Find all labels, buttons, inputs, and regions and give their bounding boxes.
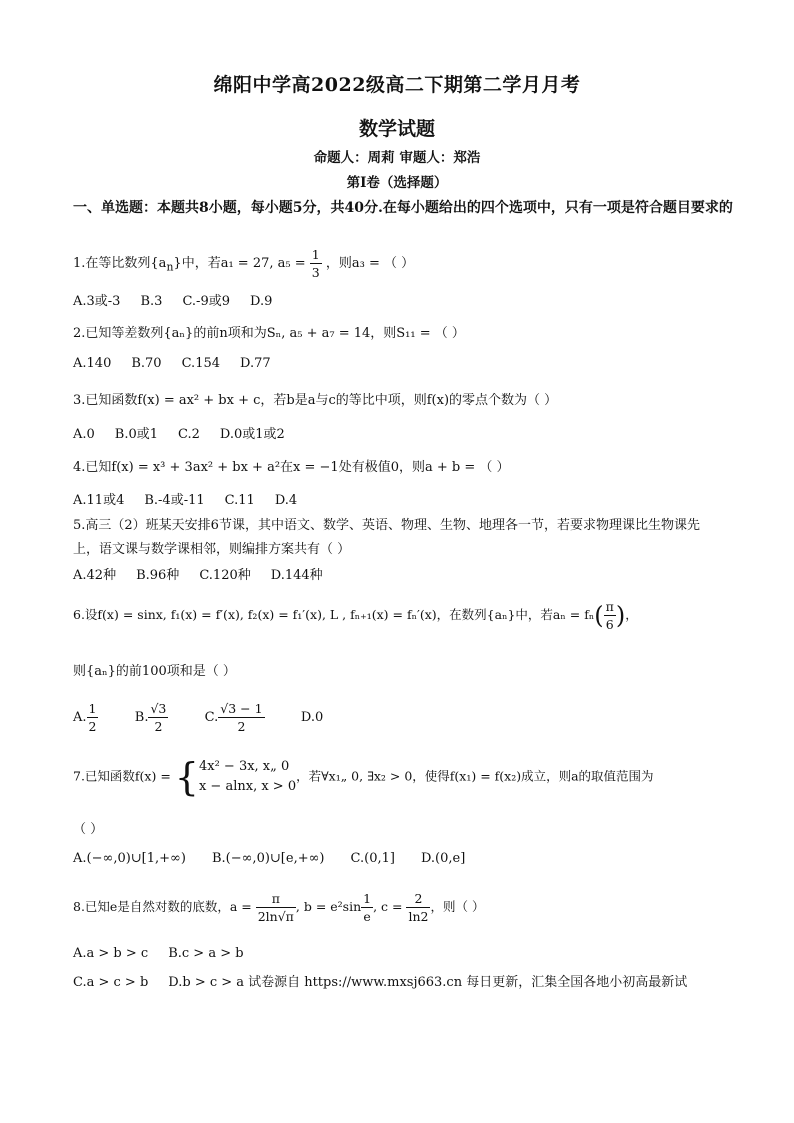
q6-option-b[interactable]: B. $\frac{√3}{2}$	[134, 701, 167, 734]
q8-mid2: , c =	[373, 899, 407, 914]
question-5-line-1: 5.高三（2）班某天安排6节课，其中语文、数学、英语、物理、生物、地理各一节，若要求物理课比生物课先	[73, 518, 700, 533]
q1-post: ，则a₃ = （ ）	[325, 256, 415, 271]
question-5-line-2: 上，语文课与数学课相邻，则编排方案共有（ ）	[73, 542, 351, 557]
q6-options	[73, 700, 323, 735]
q3-option-d[interactable]: D.0或1或2	[219, 427, 285, 442]
question-8	[73, 890, 484, 925]
q4-option-a[interactable]: A.11或4	[73, 493, 125, 508]
question-7	[73, 757, 654, 797]
q7-option-b[interactable]: B.(−∞,0)∪[e,+∞)	[211, 851, 325, 866]
q8-option-c[interactable]: C.a > c > b	[73, 975, 149, 990]
q1-sub: n	[166, 260, 174, 274]
q1-fraction: $\frac{1}{3}$	[311, 247, 320, 280]
q8-option-d[interactable]: D.b > c > a	[168, 975, 245, 990]
q8-post: ，则（ ）	[430, 899, 485, 914]
q6-option-a[interactable]: A. $\frac{1}{2}$	[73, 701, 97, 734]
q1-options	[73, 290, 292, 309]
q3-option-c[interactable]: C.2	[178, 427, 200, 442]
q3-option-b[interactable]: B.0或1	[114, 427, 159, 442]
q4-option-b[interactable]: B.-4或-11	[144, 493, 205, 508]
q7-pre: 7.已知函数f(x) =	[73, 768, 175, 784]
source-footer: 试卷源自 https://www.mxsj663.cn 每日更新，汇集全国各地小初高最新试	[248, 975, 688, 990]
q1-option-d[interactable]: D.9	[250, 294, 273, 309]
q8-pre: 8.已知e是自然对数的底数，a =	[73, 899, 256, 914]
q8-options-row-1	[73, 946, 264, 961]
q1-option-a[interactable]: A.3或-3	[73, 294, 121, 309]
q6-pre: 6.设f(x) = sinx, f₁(x) = f′(x), f₂(x) = f₁′(x), L , fₙ₊₁(x) = fₙ′(x)，在数列{aₙ}中，若aₙ = fₙ	[73, 607, 595, 622]
q6-option-c[interactable]: C. $\frac{√3 - 1}{2}$	[204, 701, 263, 734]
q1-option-b[interactable]: B.3	[140, 294, 163, 309]
q2-option-c[interactable]: C.154	[181, 356, 221, 371]
q2-option-b[interactable]: B.70	[131, 356, 162, 371]
q2-option-a[interactable]: A.140	[73, 356, 112, 371]
q8-option-b[interactable]: B.c > a > b	[168, 946, 244, 961]
q7-option-d[interactable]: D.(0,e]	[420, 851, 466, 866]
q8-frac-b: $\frac{1}{e}$	[363, 891, 372, 924]
q5-option-c[interactable]: C.120种	[199, 568, 251, 583]
q3-option-a[interactable]: A.0	[73, 427, 95, 442]
q5-option-b[interactable]: B.96种	[136, 568, 180, 583]
question-3: 3.已知函数f(x) = ax² + bx + c，若b是a与c的等比中项，则f(x)的零点个数为（ ）	[73, 393, 558, 408]
q3-options	[73, 423, 305, 442]
question-4: 4.已知f(x) = x³ + 3ax² + bx + a²在x = −1处有极值0，则a + b = （ ）	[73, 460, 510, 475]
q2-options	[73, 356, 291, 371]
q7-option-c[interactable]: C.(0,1]	[350, 851, 395, 866]
q1-cond: ₁ = 27, a₅ =	[228, 256, 310, 271]
q8-mid: , b = e²sin	[295, 899, 362, 914]
q7-options	[73, 851, 491, 866]
q5-option-a[interactable]: A.42种	[73, 568, 117, 583]
q7-post: ，若∀x₁„ 0, ∃x₂ > 0，使得f(x₁) = f(x₂)成立，则a的取值范围为	[296, 768, 654, 784]
q5-options	[73, 564, 343, 583]
question-7-line-2: （ ）	[73, 822, 104, 837]
q8-frac-c: $\frac{2}{\ln 2}$	[408, 891, 429, 924]
q7-option-a[interactable]: A.(−∞,0)∪[1,+∞)	[73, 851, 186, 866]
q2-option-d[interactable]: D.77	[240, 356, 271, 371]
q1-option-c[interactable]: C.-9或9	[182, 294, 230, 309]
q6-option-d[interactable]: D.0	[300, 710, 324, 725]
question-6: 6.设f(x) = sinx, f₁(x) = f′(x), f₂(x) = f₁′(x), L , fₙ₊₁(x) = fₙ′(x)，在数列{aₙ}中，若aₙ = fₙ( $\frac{\pi}{6}$ )，	[73, 599, 638, 632]
q7-brace: {	[174, 755, 199, 799]
question-2: 2.已知等差数列{aₙ}的前n项和为Sₙ, a₅ + a₇ = 14，则S₁₁ = （ ）	[73, 326, 465, 341]
q6-post: ，	[625, 607, 638, 622]
q4-options	[73, 489, 317, 508]
q8-options-row-2	[73, 971, 707, 990]
q5-option-d[interactable]: D.144种	[270, 568, 323, 583]
q6-fraction: $\frac{\pi}{6}$	[605, 599, 614, 632]
exam-subtitle: 数学试题	[358, 118, 435, 140]
q7-pieces: 4x² − 3x, x„ 0 x − alnx, x > 0	[198, 759, 297, 794]
question-1	[73, 246, 414, 281]
q8-frac-a: $\frac{\pi}{2\ln√\pi}$	[257, 891, 294, 924]
exam-title: 绵阳中学高2022级高二下期第二学月月考	[213, 74, 581, 96]
q4-option-c[interactable]: C.11	[224, 493, 255, 508]
q8-option-a[interactable]: A.a > b > c	[73, 946, 149, 961]
exam-authors: 命题人：周莉 审题人：郑浩	[313, 150, 481, 166]
section-heading: 一、单选题：本题共8小题，每小题5分，共40分.在每小题给出的四个选项中，只有一项是符合题目要求的	[73, 200, 733, 216]
q4-option-d[interactable]: D.4	[274, 493, 298, 508]
q1-pre: 1.在等比数列{a	[73, 256, 167, 271]
question-6-line-2: 则{aₙ}的前100项和是（ ）	[73, 664, 236, 679]
exam-volume: 第I卷（选择题）	[346, 175, 448, 191]
q1-mid: }中，若a	[173, 256, 229, 271]
